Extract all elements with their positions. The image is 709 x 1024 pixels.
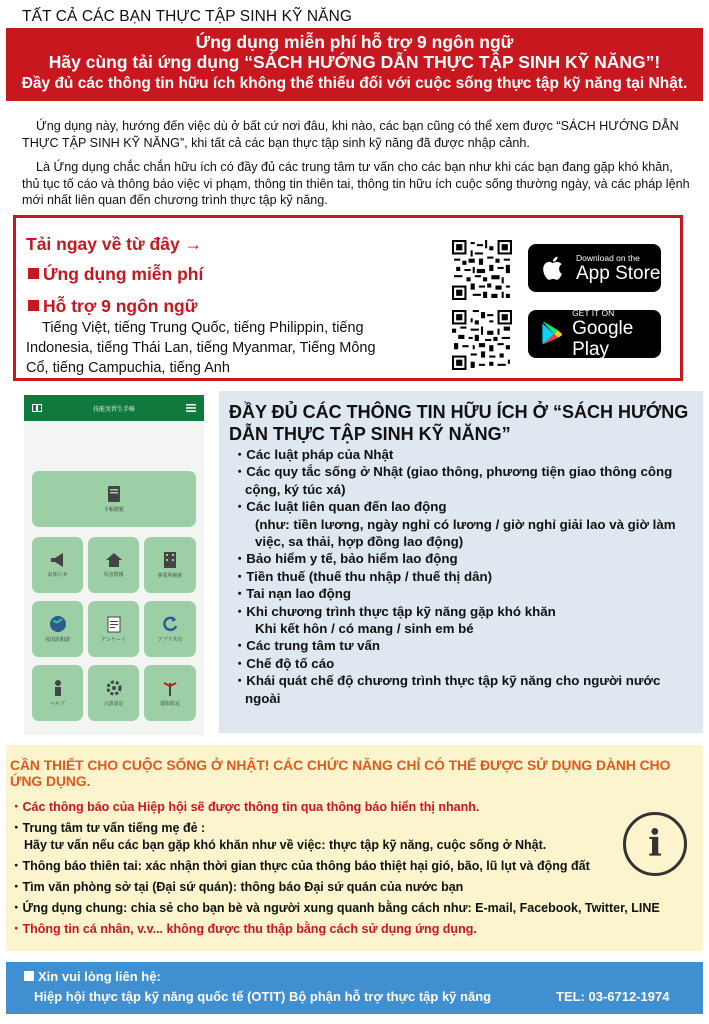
google-play-icon <box>540 320 564 348</box>
tile-label: アプリ共有 <box>157 637 183 643</box>
tile-label: 手帳閲覧 <box>103 507 124 513</box>
app-screenshot <box>24 395 204 735</box>
apple-icon <box>540 254 568 282</box>
info-subitem: (như: tiền lương, ngày nghỉ có lương / giờ nghỉ giải lao và giờ làm việc, sa thải, hợp đồng lao động) <box>255 516 676 550</box>
functions-heading: CẦN THIẾT CHO CUỘC SỐNG Ở NHẬT! CÁC CHỨC NĂNG CHỈ CÓ THỂ ĐƯỢC SỬ DỤNG DÀNH CHO ỨNG DỤNG. <box>10 758 671 789</box>
googleplay-qr-code <box>452 310 512 370</box>
app-tile-language <box>88 665 139 721</box>
info-title: ĐẦY ĐỦ CÁC THÔNG TIN HỮU ÍCH Ở “SÁCH HƯỚNG DẪN THỰC TẬP SINH KỸ NĂNG” <box>229 402 689 444</box>
tile-label: アンケート <box>101 637 126 643</box>
language-list: Tiếng Việt, tiếng Trung Quốc, tiếng Philippin, tiếng Indonesia, tiếng Thái Lan, tiếng Myanmar, Tiếng Mông Cổ, tiếng Campuchia, tiếng Anh <box>26 320 376 376</box>
googleplay-big-text: Google Play <box>572 318 634 360</box>
useful-info-panel <box>219 391 703 733</box>
globe-icon <box>49 615 67 633</box>
language-support-label: Hỗ trợ 9 ngôn ngữ <box>43 296 198 316</box>
organization-name: Hiệp hội thực tập kỹ năng quốc tế (OTIT) Bộ phận hỗ trợ thực tập kỹ năng <box>34 989 492 1004</box>
telephone: TEL: 03-6712-1974 <box>556 989 670 1004</box>
building-icon <box>163 551 177 569</box>
top-label: TẤT CẢ CÁC BẠN THỰC TẬP SINH KỸ NĂNG <box>22 8 353 25</box>
contact-label-row <box>24 969 161 984</box>
headline-banner <box>6 28 703 101</box>
app-title: 技能実習生手帳 <box>92 406 135 413</box>
banner-line-3: Đầy đủ các thông tin hữu ích không thể thiếu đối với cuộc sống thực tập kỹ năng tại Nhật. <box>21 75 688 92</box>
info-item: ・Chế độ tố cáo <box>233 655 335 671</box>
appstore-qr-code <box>452 240 512 300</box>
function-item-detail: Hãy tư vấn nếu các bạn gặp khó khăn như về việc: thực tập kỹ năng, cuộc sống ở Nhật. <box>24 838 547 852</box>
app-tile-native-consult <box>32 601 83 657</box>
tile-label: 言語設定 <box>103 701 124 707</box>
download-title: Tải ngay về từ đây → <box>26 234 203 254</box>
app-header-bar <box>24 395 204 421</box>
person-icon <box>51 679 65 697</box>
appstore-big-text: App Store <box>576 262 661 284</box>
banner-line-2: Hãy cùng tải ứng dụng “SÁCH HƯỚNG DẪN THỰC TẬP SINH KỸ NĂNG”! <box>48 52 661 72</box>
intro-text <box>22 118 692 217</box>
info-item: ・Tai nạn lao động <box>233 586 351 602</box>
app-tile-survey <box>88 601 139 657</box>
language-support-item <box>28 296 197 317</box>
contact-footer <box>6 962 703 1014</box>
download-box <box>13 215 683 381</box>
function-item: ・Các thông báo của Hiệp hội sẽ được thông tin qua thông báo hiển thị nhanh. <box>10 800 480 814</box>
free-app-item <box>28 264 203 285</box>
house-icon <box>105 552 123 568</box>
appstore-small-text: Download on the <box>576 252 640 263</box>
app-tile-help <box>32 665 83 721</box>
app-tile-handbook <box>32 471 196 527</box>
function-item: ・Ứng dụng chung: chia sẻ cho bạn bè và người xung quanh bằng cách như: E-mail, Facebook, Twitter, LINE <box>10 901 660 915</box>
info-item: ・Các quy tắc sống ở Nhật (giao thông, phương tiện giao thông công cộng, ký túc xá) <box>233 464 673 497</box>
megaphone-icon <box>49 552 67 568</box>
function-item: ・Thông tin cá nhân, v.v... không được thu thập bằng cách sử dụng ứng dụng. <box>10 922 477 936</box>
tile-label: 通知設定 <box>159 701 180 707</box>
info-item: ・Các luật pháp của Nhật <box>233 447 394 462</box>
banner-line-1: Ứng dụng miễn phí hỗ trợ 9 ngôn ngữ <box>195 32 514 52</box>
tile-label: 母国語相談 <box>44 637 70 643</box>
intro-paragraph-1: Ứng dụng này, hướng đến việc dù ở bất cứ nơi đâu, khi nào, các bạn cũng có thể xem được “SÁCH HƯỚNG DẪN THỰC TẬP SINH KỸ NĂNG”, khi tất cả các bạn thực tập sinh kỹ năng đã được nhập cảnh. <box>22 119 679 150</box>
app-tile-news <box>32 537 83 593</box>
info-item: ・Bảo hiểm y tế, bảo hiểm lao động <box>233 551 458 567</box>
info-icon: i <box>623 812 687 876</box>
info-item: ・Khi chương trình thực tập kỹ năng gặp khó khăn <box>233 603 556 619</box>
googleplay-small-text: GET IT ON <box>572 308 615 318</box>
function-item: ・Thông báo thiên tai: xác nhận thời gian thực của thông báo thiệt hại gió, bão, lũ lụt và động đất <box>10 859 590 873</box>
info-item: ・Các luật liên quan đến lao động <box>233 499 447 515</box>
appstore-button[interactable] <box>528 244 661 292</box>
handbook-icon <box>105 485 123 503</box>
info-item: ・Các trung tâm tư vấn <box>233 638 381 654</box>
info-list <box>233 446 698 707</box>
app-tile-notification <box>144 665 196 721</box>
app-tile-disaster <box>88 537 139 593</box>
tile-label: ヘルプ <box>49 701 65 707</box>
menu-icon <box>186 404 196 412</box>
tile-label: 災害情報 <box>103 572 124 578</box>
app-tile-share <box>144 601 196 657</box>
antenna-icon <box>161 679 179 697</box>
tile-label: 事業所検索 <box>157 573 183 579</box>
contact-label: Xin vui lòng liên hệ: <box>38 969 161 984</box>
googleplay-button[interactable] <box>528 310 661 358</box>
free-app-label: Ứng dụng miễn phí <box>43 264 204 284</box>
clipboard-icon <box>106 615 122 633</box>
function-item: ・Trung tâm tư vấn tiếng mẹ đẻ : <box>10 821 206 835</box>
info-subitem: Khi kết hôn / có mang / sinh em bé <box>255 621 474 637</box>
app-functions-panel <box>6 745 703 951</box>
app-tile-office-search <box>144 537 196 593</box>
functions-list <box>10 799 690 942</box>
refresh-icon <box>161 615 179 633</box>
tile-label: お知らせ <box>47 572 68 578</box>
info-item: ・Tiền thuế (thuế thu nhập / thuế thị dân) <box>233 568 493 584</box>
intro-paragraph-2: Là Ứng dụng chắc chắn hữu ích có đầy đủ các trung tâm tư vấn cho các bạn như khi các bạn đang gặp khó khăn, thủ tục tố cáo và thông báo việc vi phạm, thông tin thiên tai, thông tin hữu ích cuộc sống thường ngày, và các pháp lệnh mới nhất liên quan đến chương trình thực tập kỹ năng. <box>22 160 690 207</box>
book-icon <box>32 404 42 412</box>
info-item: ・Khái quát chế độ chương trình thực tập kỹ năng cho người nước ngoài <box>233 673 661 706</box>
gear-icon <box>105 679 123 697</box>
function-item: ・Tìm văn phòng sở tại (Đại sứ quán): thông báo Đại sứ quán của nước bạn <box>10 880 464 894</box>
